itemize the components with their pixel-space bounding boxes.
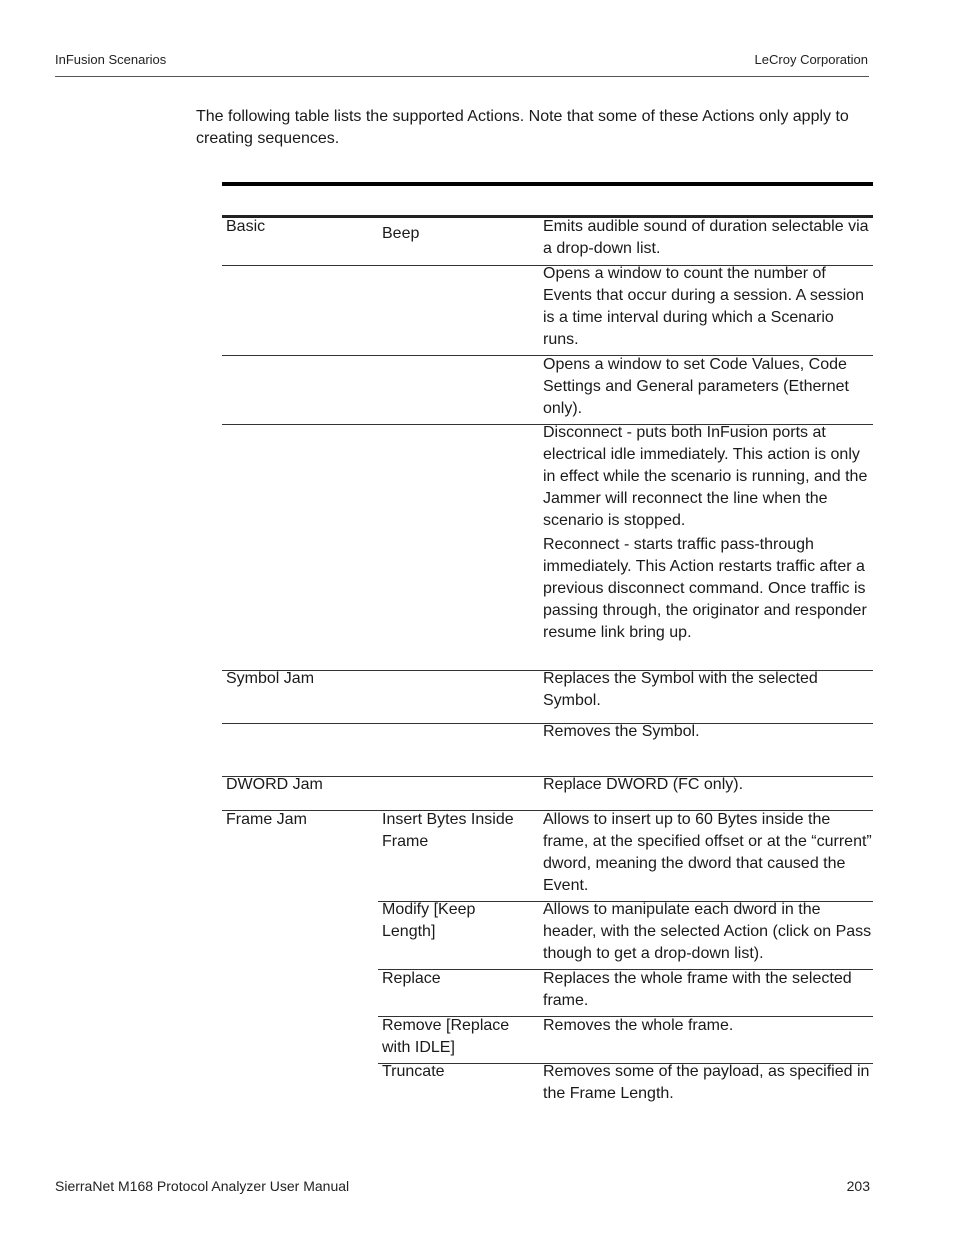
table-cell-description: Allows to manipulate each dword in the header, with the selected Action (click on Pass though to get a drop-down list). (543, 901, 872, 962)
table-cell-description-continued: Reconnect - starts traffic pass-through immediately. This Action restarts traffic after a previous disconnect command. Once traffic is passing through, the originator and responder resume link bring up. (543, 536, 867, 641)
table-cell-action: Modify [Keep Length] (382, 901, 476, 940)
table-cell-action: Beep (382, 225, 420, 242)
intro-text: The following table lists the supported Actions. Note that some of these Actions only apply to creating sequences. (196, 108, 849, 147)
table-cell-action: Insert Bytes Inside Frame (382, 811, 514, 850)
table-cell-category: Frame Jam (226, 811, 307, 828)
table-cell-description: Disconnect - puts both InFusion ports at electrical idle immediately. This action is only in effect while the scenario is running, and the Jammer will reconnect the line when the scenario is stopped. (543, 424, 868, 529)
table-cell-category: Symbol Jam (226, 670, 315, 687)
table-cell-description: Replaces the Symbol with the selected Symbol. (543, 670, 818, 709)
table-cell-action: Remove [Replace with IDLE] (382, 1017, 510, 1056)
table-cell-description: Removes the whole frame. (543, 1017, 734, 1034)
table-cell-description: Emits audible sound of duration selectable via a drop-down list. (543, 218, 869, 257)
table-top-rule (222, 182, 873, 186)
running-header-section: InFusion Scenarios (55, 52, 167, 67)
intro-paragraph (196, 106, 856, 150)
table-cell-description: Removes the Symbol. (543, 723, 700, 740)
table-cell-description: Allows to insert up to 60 Bytes inside the frame, at the specified offset or at the “current” dword, meaning the dword that caused the Event. (543, 811, 872, 894)
running-header-company: LeCroy Corporation (754, 52, 868, 67)
table-cell-category: DWORD Jam (226, 776, 323, 793)
header-rule (55, 76, 869, 77)
table-cell-description: Replaces the whole frame with the selected frame. (543, 970, 852, 1009)
footer-manual-title: SierraNet M168 Protocol Analyzer User Manual (55, 1178, 350, 1194)
table-cell-description: Removes some of the payload, as specified in the Frame Length. (543, 1063, 870, 1102)
table-cell-description: Opens a window to count the number of Events that occur during a session. A session is a time interval during which a Scenario runs. (543, 265, 865, 348)
table-cell-action: Truncate (382, 1063, 445, 1080)
table-cell-description: Replace DWORD (FC only). (543, 776, 744, 793)
table-cell-action: Replace (382, 970, 441, 987)
table-cell-description: Opens a window to set Code Values, Code Settings and General parameters (Ethernet only). (543, 356, 849, 417)
page-number: 203 (846, 1178, 870, 1194)
table-cell-category: Basic (226, 218, 266, 235)
